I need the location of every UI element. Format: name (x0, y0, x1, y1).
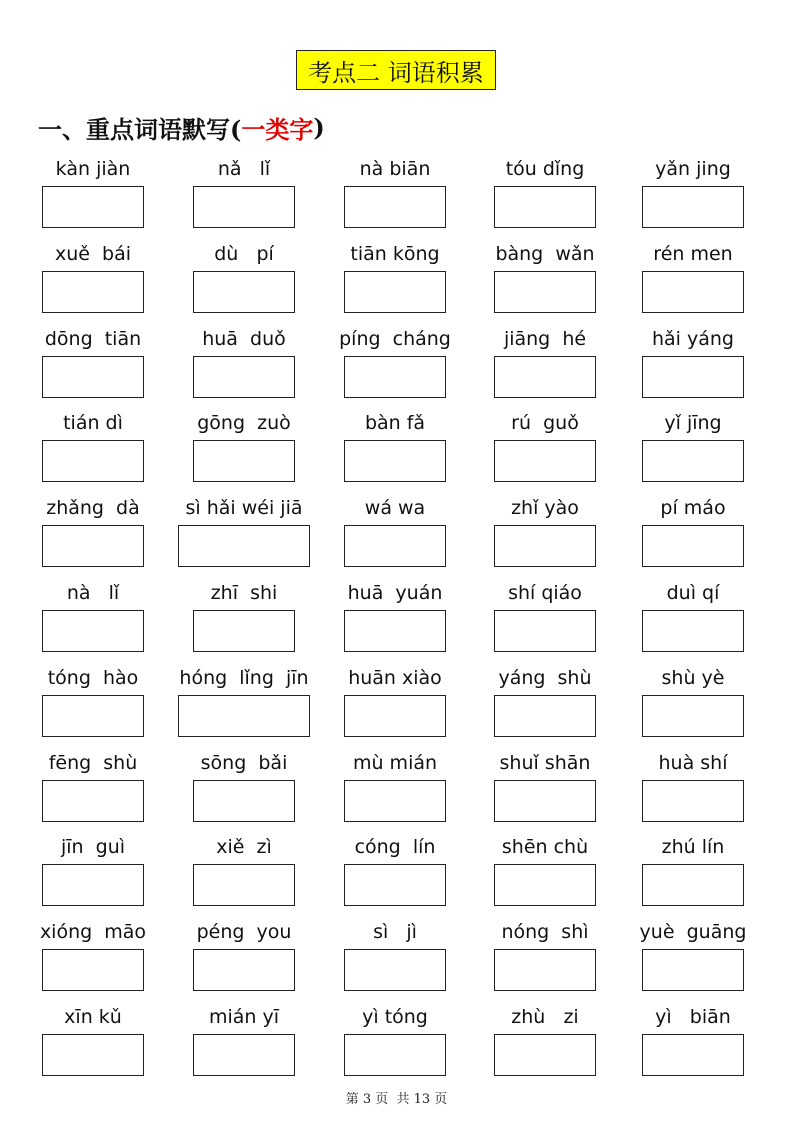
answer-box[interactable] (642, 695, 744, 737)
word-item (169, 919, 319, 945)
answer-box[interactable] (344, 356, 446, 398)
word-item (169, 326, 319, 352)
answer-box[interactable] (193, 440, 295, 482)
answer-box[interactable] (642, 1034, 744, 1076)
pinyin-label: nà lǐ (66, 582, 120, 604)
pinyin-label: yuè guāng (639, 921, 747, 944)
word-item (470, 410, 620, 436)
word-item (320, 665, 470, 691)
pinyin-label: sì hǎi wéi jiā (185, 497, 303, 520)
word-item (470, 326, 620, 352)
pinyin-label: rú guǒ (511, 412, 579, 435)
word-item (618, 834, 768, 860)
answer-box[interactable] (344, 271, 446, 313)
pinyin-label: yì biān (655, 1006, 731, 1028)
word-item (618, 665, 768, 691)
pinyin-label: nà biān (359, 158, 431, 180)
answer-box[interactable] (344, 695, 446, 737)
pinyin-label: xīn kǔ (64, 1006, 122, 1028)
word-item (169, 665, 319, 691)
word-item (169, 834, 319, 860)
answer-box[interactable] (193, 864, 295, 906)
answer-box[interactable] (344, 1034, 446, 1076)
pinyin-label: kàn jiàn (55, 158, 131, 180)
answer-box[interactable] (344, 949, 446, 991)
pinyin-label: hóng lǐng jīn (179, 666, 309, 689)
word-item (18, 750, 168, 776)
answer-box[interactable] (494, 440, 596, 482)
pinyin-label: sì jì (373, 921, 417, 944)
pinyin-label: xiě zì (216, 836, 272, 859)
pinyin-label: dù pí (214, 242, 274, 265)
page-footer: 第 3 页 共 13 页 (345, 1092, 448, 1107)
answer-box[interactable] (494, 695, 596, 737)
answer-box[interactable] (344, 610, 446, 652)
word-item (18, 834, 168, 860)
answer-box[interactable] (193, 186, 295, 228)
pinyin-label: cóng lín (354, 836, 436, 859)
word-item (18, 1004, 168, 1030)
word-item (320, 750, 470, 776)
answer-box[interactable] (494, 949, 596, 991)
answer-box[interactable] (42, 440, 144, 482)
pinyin-label: shù yè (661, 666, 725, 689)
word-item (618, 495, 768, 521)
word-item (618, 750, 768, 776)
answer-box[interactable] (642, 610, 744, 652)
answer-box[interactable] (642, 186, 744, 228)
pinyin-label: bàn fǎ (364, 412, 426, 435)
section-heading-prefix: 一、重点词语默写( (38, 114, 242, 144)
answer-box[interactable] (42, 271, 144, 313)
pinyin-label: bàng wǎn (495, 242, 595, 265)
answer-box[interactable] (42, 356, 144, 398)
word-item (470, 1004, 620, 1030)
answer-box[interactable] (344, 780, 446, 822)
pinyin-label: tiān kōng (350, 242, 440, 265)
pinyin-label: shí qiáo (508, 582, 582, 604)
pinyin-label: huā duǒ (202, 327, 286, 350)
answer-box[interactable] (178, 695, 310, 737)
pinyin-label: yì tóng (362, 1006, 428, 1028)
answer-box[interactable] (494, 864, 596, 906)
word-item (320, 1004, 470, 1030)
word-item (470, 919, 620, 945)
answer-box[interactable] (344, 440, 446, 482)
word-item (18, 665, 168, 691)
pinyin-label: jiāng hé (503, 327, 587, 350)
word-item (618, 241, 768, 267)
word-item (320, 834, 470, 860)
answer-box[interactable] (642, 440, 744, 482)
word-item (169, 156, 319, 182)
word-item (618, 1004, 768, 1030)
word-item (169, 580, 319, 606)
answer-box[interactable] (344, 186, 446, 228)
answer-box[interactable] (42, 695, 144, 737)
word-item (618, 156, 768, 182)
pinyin-label: huà shí (658, 751, 728, 774)
word-item (18, 410, 168, 436)
pinyin-label: xuě bái (54, 242, 132, 265)
pinyin-label: huā yuán (347, 582, 443, 604)
word-item (470, 834, 620, 860)
answer-box[interactable] (494, 610, 596, 652)
answer-box[interactable] (42, 949, 144, 991)
pinyin-label: tóu dǐng (505, 158, 585, 180)
word-item (470, 495, 620, 521)
word-item (618, 326, 768, 352)
word-item (18, 919, 168, 945)
answer-box[interactable] (642, 949, 744, 991)
answer-box[interactable] (344, 525, 446, 567)
answer-box[interactable] (642, 525, 744, 567)
word-item (18, 156, 168, 182)
pinyin-label: wá wa (364, 497, 426, 520)
answer-box[interactable] (193, 356, 295, 398)
word-item (618, 580, 768, 606)
pinyin-label: xióng māo (39, 921, 147, 944)
page-title: 考点二 词语积累 (296, 50, 496, 90)
pinyin-label: tián dì (63, 412, 123, 435)
pinyin-label: tóng hào (47, 666, 139, 689)
section-heading-highlight: 一类字 (241, 114, 314, 144)
word-item (169, 410, 319, 436)
answer-box[interactable] (178, 525, 310, 567)
word-item (618, 919, 768, 945)
word-item (470, 156, 620, 182)
word-item (470, 665, 620, 691)
answer-box[interactable] (42, 780, 144, 822)
word-item (320, 326, 470, 352)
answer-box[interactable] (42, 186, 144, 228)
answer-box[interactable] (494, 271, 596, 313)
word-item (618, 410, 768, 436)
answer-box[interactable] (193, 271, 295, 313)
pinyin-label: yǐ jīng (664, 412, 722, 435)
word-item (18, 241, 168, 267)
pinyin-label: nóng shì (501, 921, 589, 944)
word-item (320, 156, 470, 182)
pinyin-label: mù mián (352, 751, 438, 774)
word-item (470, 580, 620, 606)
word-item (18, 326, 168, 352)
pinyin-label: huān xiào (348, 666, 442, 689)
word-item (320, 241, 470, 267)
answer-box[interactable] (494, 356, 596, 398)
word-item (169, 750, 319, 776)
answer-box[interactable] (642, 864, 744, 906)
answer-box[interactable] (193, 780, 295, 822)
pinyin-label: fēng shù (48, 751, 138, 774)
word-item (169, 241, 319, 267)
pinyin-label: zhú lín (661, 836, 725, 859)
word-item (470, 750, 620, 776)
word-item (169, 495, 319, 521)
answer-box[interactable] (42, 1034, 144, 1076)
pinyin-label: zhǐ yào (511, 497, 579, 520)
pinyin-label: gōng zuò (197, 412, 291, 435)
pinyin-label: sōng bǎi (200, 751, 288, 774)
pinyin-label: zhī shi (210, 582, 278, 604)
answer-box[interactable] (642, 356, 744, 398)
pinyin-label: shuǐ shān (499, 751, 591, 774)
answer-box[interactable] (494, 186, 596, 228)
pinyin-label: píng cháng (339, 327, 451, 350)
answer-box[interactable] (42, 864, 144, 906)
answer-box[interactable] (42, 610, 144, 652)
answer-box[interactable] (193, 1034, 295, 1076)
pinyin-label: zhù zi (511, 1006, 579, 1028)
pinyin-label: yáng shù (498, 666, 592, 689)
word-item (320, 580, 470, 606)
word-item (18, 495, 168, 521)
pinyin-label: mián yī (208, 1006, 280, 1028)
pinyin-label: péng you (196, 921, 292, 944)
word-item (320, 410, 470, 436)
answer-box[interactable] (42, 525, 144, 567)
word-item (169, 1004, 319, 1030)
pinyin-label: zhǎng dà (46, 497, 140, 520)
pinyin-label: hǎi yáng (652, 327, 734, 350)
answer-box[interactable] (642, 780, 744, 822)
pinyin-label: rén men (653, 242, 733, 265)
pinyin-label: yǎn jing (655, 158, 731, 180)
pinyin-label: nǎ lǐ (217, 158, 271, 180)
answer-box[interactable] (494, 525, 596, 567)
pinyin-label: jīn guì (60, 836, 126, 859)
answer-box[interactable] (344, 864, 446, 906)
pinyin-label: shēn chù (501, 836, 589, 859)
answer-box[interactable] (193, 610, 295, 652)
pinyin-label: duì qí (666, 582, 720, 604)
answer-box[interactable] (494, 780, 596, 822)
word-item (320, 919, 470, 945)
answer-box[interactable] (494, 1034, 596, 1076)
pinyin-label: dōng tiān (44, 327, 142, 350)
section-heading-suffix: ) (313, 112, 325, 142)
answer-box[interactable] (193, 949, 295, 991)
word-item (470, 241, 620, 267)
word-item (320, 495, 470, 521)
pinyin-label: pí máo (660, 497, 726, 520)
word-item (18, 580, 168, 606)
answer-box[interactable] (642, 271, 744, 313)
